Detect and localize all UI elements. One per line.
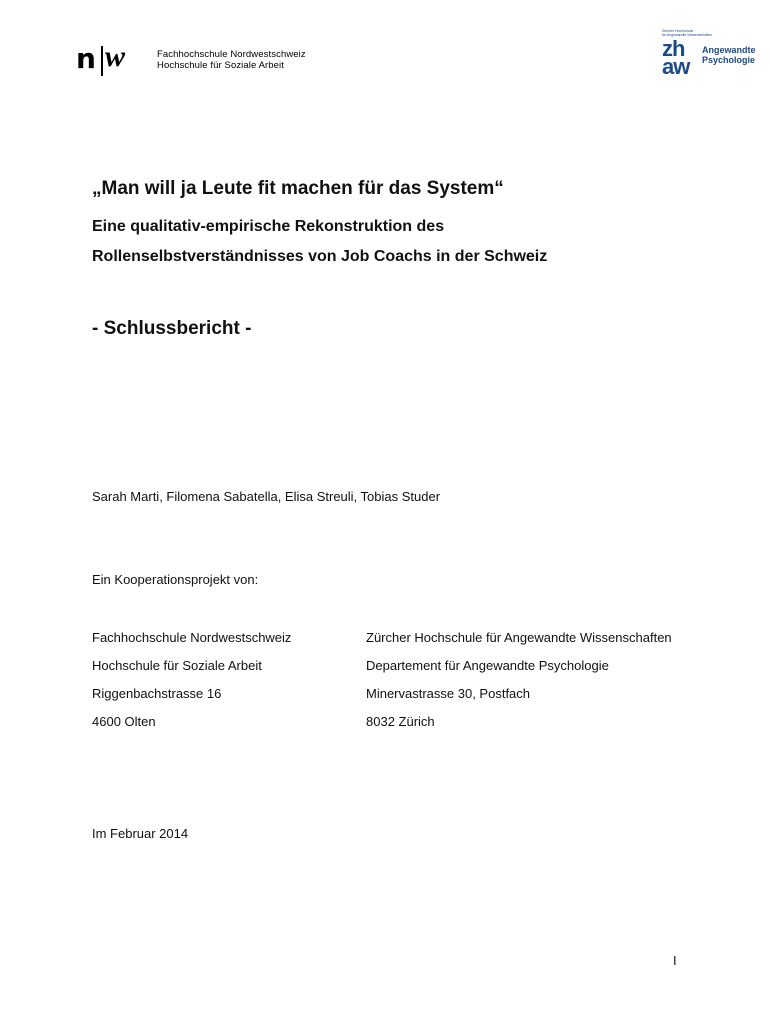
zhaw-logo-aw: aw xyxy=(662,54,690,79)
fhnw-logo-line1: Fachhochschule Nordwestschweiz xyxy=(157,49,306,60)
institution-right-line: Minervastrasse 30, Postfach xyxy=(366,686,531,701)
fhnw-logo-n: n xyxy=(76,42,96,75)
report-type: - Schlussbericht - xyxy=(92,318,252,339)
document-subtitle-line2: Rollenselbstverständnisses von Job Coachs in der Schweiz xyxy=(92,248,548,265)
zhaw-logo-department xyxy=(702,45,756,65)
fhnw-logo-w: w xyxy=(105,40,126,73)
zhaw-logo-department-line1: Angewandte xyxy=(702,45,756,55)
fhnw-logo-text xyxy=(157,49,306,71)
document-subtitle-line1: Eine qualitativ-empirische Rekonstruktion des xyxy=(92,218,445,235)
fhnw-logo xyxy=(76,40,146,78)
institution-right-line: Departement für Angewandte Psychologie xyxy=(366,658,609,673)
fhnw-logo-line2: Hochschule für Soziale Arbeit xyxy=(157,60,284,71)
document-title: „Man will ja Leute fit machen für das System“ xyxy=(92,178,504,199)
institution-left-line: Riggenbachstrasse 16 xyxy=(92,686,222,701)
zhaw-logo-caption-line2: für Angewandte Wissenschaften xyxy=(662,33,713,37)
institution-left-line: Fachhochschule Nordwestschweiz xyxy=(92,630,292,645)
publication-date: Im Februar 2014 xyxy=(92,826,189,841)
institution-right-line: 8032 Zürich xyxy=(366,714,435,729)
zhaw-logo-department-line2: Psychologie xyxy=(702,55,756,65)
fhnw-logo-divider xyxy=(101,46,103,76)
page-number: I xyxy=(673,953,677,968)
zhaw-logo-mark xyxy=(662,36,690,79)
zhaw-logo-caption-line1: Zürcher Hochschule xyxy=(662,29,694,33)
institution-left-line: 4600 Olten xyxy=(92,714,156,729)
cooperation-label: Ein Kooperationsprojekt von: xyxy=(92,572,259,587)
zhaw-logo-zh: zh xyxy=(662,36,685,61)
authors: Sarah Marti, Filomena Sabatella, Elisa Streuli, Tobias Studer xyxy=(92,489,441,504)
institution-left-line: Hochschule für Soziale Arbeit xyxy=(92,658,262,673)
institution-right-line: Zürcher Hochschule für Angewandte Wissenschaften xyxy=(366,630,672,645)
